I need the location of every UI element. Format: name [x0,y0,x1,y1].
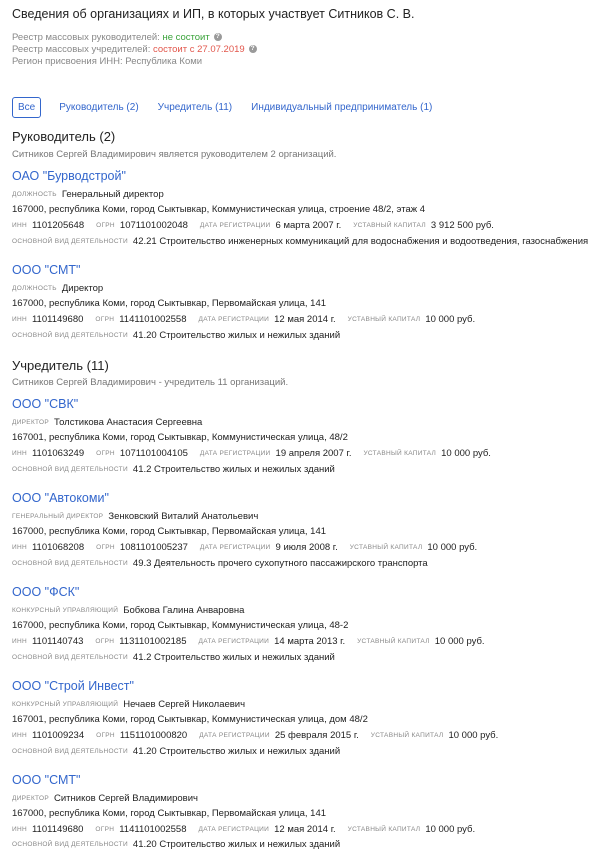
inn-label: ИНН [12,638,27,645]
inn-label: ИНН [12,450,27,457]
mass-founders-label: Реестр массовых учредителей: [12,44,151,55]
capital-value: 10 000 руб. [425,824,476,835]
inn-region: Регион присвоения ИНН: Республика Коми [12,56,203,67]
org-link[interactable]: ООО "СВК" [12,397,79,411]
org-address: 167000, республика Коми, город Сыктывкар, Первомайская улица, 141 [12,298,327,309]
org-activity [12,330,340,341]
tab-manager[interactable]: Руководитель (2) [59,101,139,113]
role-label: ДОЛЖНОСТЬ [12,191,57,198]
ogrn-value: 1131101002185 [119,636,187,647]
org-activity [12,464,335,475]
activity-label: ОСНОВНОЙ ВИД ДЕЯТЕЛЬНОСТИ [12,332,128,339]
role-label: ДИРЕКТОР [12,419,50,426]
activity-value: 41.20 Строительство жилых и нежилых зданий [132,839,341,850]
org-link[interactable]: ОАО "Бурводстрой" [12,169,126,183]
reg-date-label: ДАТА РЕГИСТРАЦИИ [199,544,271,551]
inn-value: 1101205648 [31,220,85,231]
reg-date-label: ДАТА РЕГИСТРАЦИИ [198,638,270,645]
activity-value: 41.2 Строительство жилых и нежилых зданий [132,652,335,663]
tabs [12,96,451,118]
page-title: Сведения об организациях и ИП, в которых участвует Ситников С. В. [12,7,415,21]
reg-date-label: ДАТА РЕГИСТРАЦИИ [198,316,270,323]
capital-value: 10 000 руб. [434,636,485,647]
org-ids [12,542,477,553]
role-label: ДОЛЖНОСТЬ [12,285,57,292]
ogrn-label: ОГРН [95,826,115,833]
ogrn-value: 1141101002558 [119,824,187,835]
role-value: Нечаев Сергей Николаевич [123,699,246,710]
activity-value: 41.20 Строительство жилых и нежилых зданий [132,746,341,757]
activity-label: ОСНОВНОЙ ВИД ДЕЯТЕЛЬНОСТИ [12,560,128,567]
ogrn-value: 1071101004105 [119,448,188,459]
inn-value: 1101140743 [31,636,84,647]
capital-label: УСТАВНЫЙ КАПИТАЛ [349,544,423,551]
role-label: КОНКУРСНЫЙ УПРАВЛЯЮЩИЙ [12,607,119,614]
mass-founders-value: состоит с 27.07.2019 [153,44,245,55]
capital-value: 10 000 руб. [425,314,476,325]
org-address: 167000, республика Коми, город Сыктывкар, Первомайская улица, 141 [12,808,327,819]
inn-value: 1101063249 [31,448,85,459]
org-ids [12,314,475,325]
capital-label: УСТАВНЫЙ КАПИТАЛ [357,638,430,645]
org-link[interactable]: ООО "Строй Инвест" [12,679,134,693]
org-activity [12,746,340,757]
ogrn-label: ОГРН [96,222,115,229]
tab-entrepreneur[interactable]: Индивидуальный предприниматель (1) [251,101,433,113]
org-address: 167000, республика Коми, город Сыктывкар, Первомайская улица, 141 [12,526,327,537]
org-ids [12,448,491,459]
org-link[interactable]: ООО "СМТ" [12,773,81,787]
reg-date-label: ДАТА РЕГИСТРАЦИИ [199,222,271,229]
section-subtitle-manager: Ситников Сергей Владимирович является руководителем 2 организаций. [12,149,337,160]
mass-managers-value: не состоит [162,32,210,43]
help-icon[interactable]: ? [214,33,222,41]
capital-value: 10 000 руб. [441,448,491,459]
inn-value: 1101149680 [31,314,84,325]
role-label: ГЕНЕРАЛЬНЫЙ ДИРЕКТОР [12,513,104,520]
role-label: ДИРЕКТОР [12,795,50,802]
inn-label: ИНН [12,222,27,229]
inn-label: ИНН [12,316,27,323]
reg-date-label: ДАТА РЕГИСТРАЦИИ [199,450,271,457]
org-role [12,793,198,804]
org-role [12,699,245,710]
org-address: 167001, республика Коми, город Сыктывкар, Коммунистическая улица, дом 48/2 [12,714,368,725]
ogrn-label: ОГРН [96,544,115,551]
org-ids [12,730,498,741]
activity-value: 41.2 Строительство жилых и нежилых зданий [132,464,335,475]
org-ids [12,220,494,231]
tab-all[interactable]: Все [12,97,41,118]
activity-label: ОСНОВНОЙ ВИД ДЕЯТЕЛЬНОСТИ [12,654,128,661]
org-link[interactable]: ООО "СМТ" [12,263,81,277]
inn-label: ИНН [12,544,27,551]
capital-label: УСТАВНЫЙ КАПИТАЛ [370,732,444,739]
org-address: 167000, республика Коми, город Сыктывкар, Коммунистическая улица, строение 48/2, этаж 4 [12,204,425,215]
mass-managers-row [12,32,222,43]
org-ids [12,636,485,647]
activity-value: 42.21 Строительство инженерных коммуникаций для водоснабжения и водоотведения, газоснабжения [132,236,589,247]
capital-value: 10 000 руб. [448,730,499,741]
activity-label: ОСНОВНОЙ ВИД ДЕЯТЕЛЬНОСТИ [12,841,128,848]
role-value: Толстикова Анастасия Сергеевна [54,417,203,428]
org-role [12,189,164,200]
mass-managers-label: Реестр массовых руководителей: [12,32,160,43]
capital-label: УСТАВНЫЙ КАПИТАЛ [347,316,421,323]
ogrn-label: ОГРН [96,450,115,457]
role-value: Директор [61,283,104,294]
ogrn-value: 1151101000820 [119,730,188,741]
activity-value: 49.3 Деятельность прочего сухопутного пассажирского транспорта [132,558,428,569]
org-activity [12,652,335,663]
tab-founder[interactable]: Учредитель (11) [157,101,233,113]
help-icon[interactable]: ? [249,45,257,53]
reg-date-value: 12 мая 2014 г. [274,824,336,835]
ogrn-label: ОГРН [95,638,115,645]
reg-date-value: 12 мая 2014 г. [274,314,336,325]
ogrn-label: ОГРН [96,732,115,739]
inn-label: ИНН [12,826,27,833]
role-value: Бобкова Галина Анваровна [123,605,245,616]
org-role [12,511,258,522]
ogrn-value: 1081101005237 [119,542,188,553]
activity-label: ОСНОВНОЙ ВИД ДЕЯТЕЛЬНОСТИ [12,748,128,755]
ogrn-value: 1071101002048 [119,220,188,231]
section-title-manager: Руководитель (2) [12,129,116,144]
reg-date-label: ДАТА РЕГИСТРАЦИИ [199,732,270,739]
inn-value: 1101009234 [31,730,85,741]
capital-label: УСТАВНЫЙ КАПИТАЛ [353,222,426,229]
org-activity [12,839,340,850]
activity-label: ОСНОВНОЙ ВИД ДЕЯТЕЛЬНОСТИ [12,466,128,473]
section-subtitle-founder: Ситников Сергей Владимирович - учредитель 11 организаций. [12,377,289,388]
role-label: КОНКУРСНЫЙ УПРАВЛЯЮЩИЙ [12,701,119,708]
role-value: Зенковский Виталий Анатольевич [108,511,259,522]
org-activity [12,558,428,569]
reg-date-label: ДАТА РЕГИСТРАЦИИ [198,826,270,833]
reg-date-value: 25 февраля 2015 г. [274,730,359,741]
activity-label: ОСНОВНОЙ ВИД ДЕЯТЕЛЬНОСТИ [12,238,128,245]
org-address: 167000, республика Коми, город Сыктывкар, Коммунистическая улица, 48-2 [12,620,349,631]
inn-value: 1101068208 [31,542,85,553]
org-role [12,283,103,294]
ogrn-label: ОГРН [95,316,115,323]
org-activity [12,236,588,247]
capital-label: УСТАВНЫЙ КАПИТАЛ [347,826,421,833]
capital-value: 3 912 500 руб. [430,220,494,231]
org-ids [12,824,475,835]
org-link[interactable]: ООО "ФСК" [12,585,80,599]
reg-date-value: 6 марта 2007 г. [275,220,342,231]
inn-value: 1101149680 [31,824,84,835]
activity-value: 41.20 Строительство жилых и нежилых зданий [132,330,341,341]
ogrn-value: 1141101002558 [119,314,187,325]
reg-date-value: 19 апреля 2007 г. [275,448,352,459]
capital-label: УСТАВНЫЙ КАПИТАЛ [363,450,437,457]
capital-value: 10 000 руб. [427,542,478,553]
mass-founders-row [12,44,257,55]
org-address: 167001, республика Коми, город Сыктывкар, Коммунистическая улица, 48/2 [12,432,348,443]
org-role [12,605,244,616]
role-value: Ситников Сергей Владимирович [54,793,198,804]
reg-date-value: 9 июля 2008 г. [275,542,338,553]
role-value: Генеральный директор [61,189,164,200]
section-title-founder: Учредитель (11) [12,358,109,373]
reg-date-value: 14 марта 2013 г. [274,636,346,647]
org-link[interactable]: ООО "Автокоми" [12,491,109,505]
org-role [12,417,202,428]
inn-label: ИНН [12,732,27,739]
